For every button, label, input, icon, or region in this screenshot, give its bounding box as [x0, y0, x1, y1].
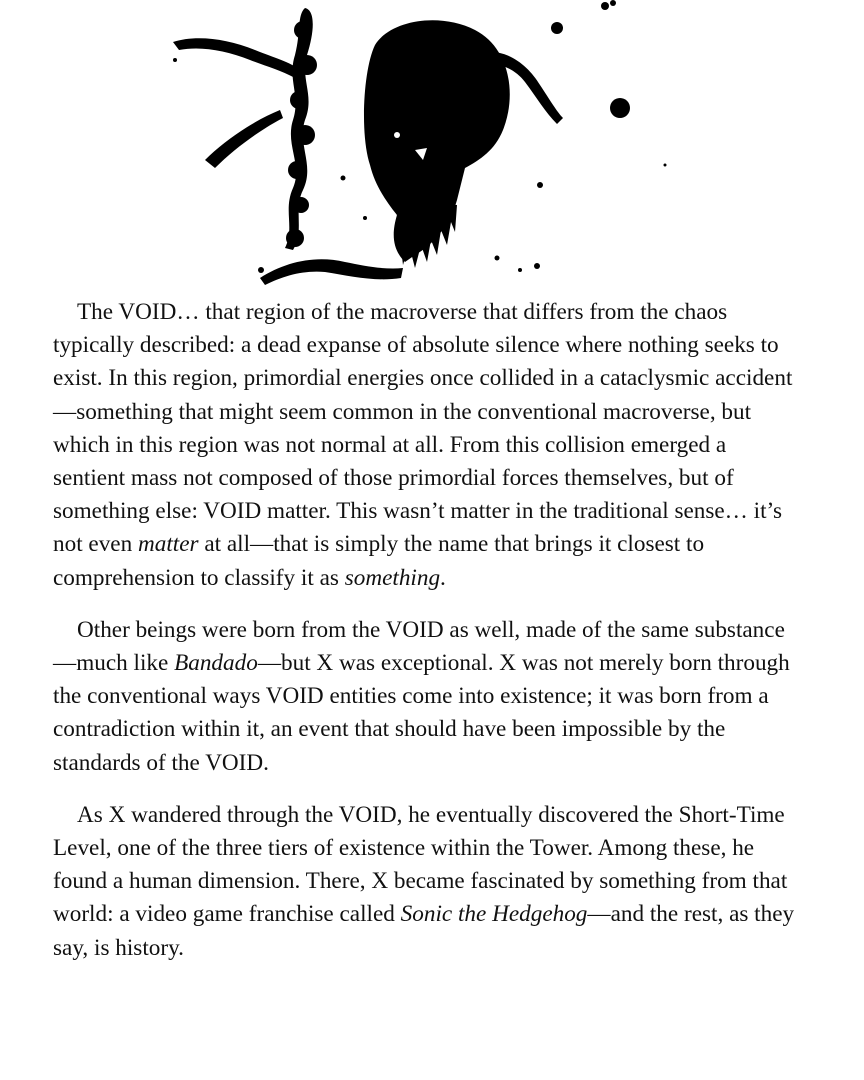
paragraph-x-birth: Other beings were born from the VOID as well, made of the same substance—much like Bandado—but X was exceptional. X was not merely born through the conventional ways VOID entities come into existence; it was born from a contradiction within it, an event that should have been impossible by the standards of the VOID.: [53, 616, 790, 776]
paragraph-void-origin: The VOID… that region of the macroverse that differs from the chaos typically described: a dead expanse of absolute silence where nothing seeks to exist. In this region, primordial energies once collided in a cataclysmic accident—something that might seem common in the conventional macroverse, but which in this region was not normal at all. From this collision emerged a sentient mass not composed of those primordial forces themselves, but of something else: VOID matter. This wasn’t matter in the traditional sense… it’s not even matter at all—that is simply the name that brings it closest to comprehension to classify it as something.: [53, 299, 793, 591]
body-text: [53, 296, 798, 984]
skull-ink-splatter-icon: [165, 0, 685, 288]
paragraph-x-discovery: As X wandered through the VOID, he eventually discovered the Short-Time Level, one of the three tiers of existence within the Tower. Among these, he found a human dimension. There, X became fascinated by something from that world: a video game franchise called Sonic the Hedgehog—and the rest, as they say, is history.: [53, 801, 795, 961]
